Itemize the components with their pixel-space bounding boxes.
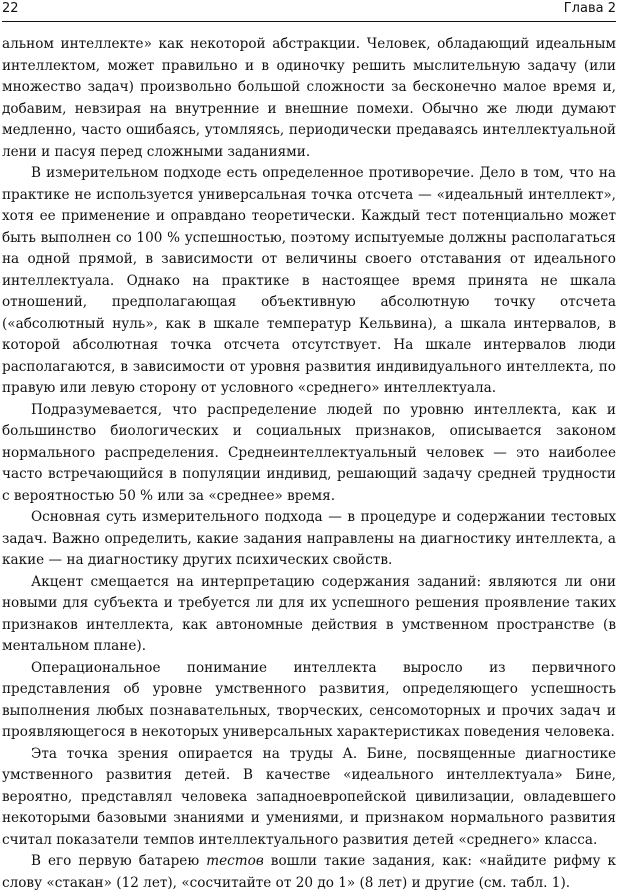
- running-header: [2, 0, 616, 22]
- page-number: 22: [2, 1, 19, 16]
- paragraph-8-start: В его первую батарею: [31, 853, 207, 869]
- paragraph-7: Эта точка зрения опирается на труды А. Бине, посвященные диагностике умственного развития детей. В качестве «идеального интеллектуала» Бине, вероятно, представлял человека западноевропейской цивилизации, овладевшего некоторыми базовыми знаниями и умениями, и признаком нормального развития считал показатели темпов интеллектуального развития детей «среднего» класса.: [2, 745, 616, 848]
- paragraph-3: Подразумевается, что распределение людей по уровню интеллекта, как и большинство биологических и социальных признаков, описывается законом нормального распределения. Среднеинтеллектуальный человек — это наиболее часто встречающийся в популяции индивид, решающий задачу средней трудности с вероятностью 50 % или за «среднее» время.: [2, 401, 616, 504]
- paragraph-1: альном интеллекте» как некоторой абстракции. Человек, обладающий идеальным интеллектом, может правильно и в одиночку решить мыслительную задачу (или множество задач) произвольно большой сложности за бесконечно малое время и, добавим, невзирая на внутренние и внешние помехи. Обычно же люди думают медленно, часто ошибаясь, утомляясь, периодически предаваясь интеллектуальной лени и пасуя перед сложными заданиями.: [2, 36, 616, 160]
- chapter-title: Глава 2: [563, 1, 616, 16]
- body-text: [2, 34, 616, 894]
- paragraph-5: Акцент смещается на интерпретацию содержания заданий: являются ли они новыми для субъекта и требуется ли для их успешного решения проявление таких признаков интеллекта, как автономные действия в умственном пространстве (в ментальном плане).: [2, 573, 616, 654]
- paragraph-6: Операциональное понимание интеллекта выросло из первичного представления об уровне умственного развития, определяющего успешность выполнения любых познавательных, творческих, сенсомоторных и прочих задач и проявляющегося в некоторых универсальных характеристиках поведения человека.: [2, 659, 616, 740]
- paragraph-8: [2, 851, 616, 894]
- paragraph-8-end: вошли такие задания, как: «найдите рифму к слову «стакан» (12 лет), «сосчитайте от 20 до 1» (8 лет) и другие (см. табл. 1).: [2, 853, 616, 891]
- paragraph-2: В измерительном подходе есть определенное противоречие. Дело в том, что на практике не используется универсальная точка отсчета — «идеальный интеллект», хотя ее применение и оправдано теоретически. Каждый тест потенциально может быть выполнен со 100 % успешностью, поэтому испытуемые должны располагаться на одной прямой, в зависимости от величины своего отставания от идеального интеллектуала. Однако на практике в настоящее время принята не шкала отношений, предполагающая объективную абсолютную точку отсчета («абсолютный нуль», как в шкале температур Кельвина), а шкала интервалов, в которой абсолютная точка отсчета отсутствует. На шкале интервалов люди располагаются, в зависимости от уровня развития индивидуального интеллекта, по правую или левую сторону от условного «среднего» интеллектуала.: [2, 165, 616, 396]
- emphasis-tests: тестов: [206, 853, 264, 869]
- paragraph-4: Основная суть измерительного подхода — в процедуре и содержании тестовых задач. Важно определить, какие задания направлены на диагностику интеллекта, а какие — на диагностику других психических свойств.: [2, 509, 616, 568]
